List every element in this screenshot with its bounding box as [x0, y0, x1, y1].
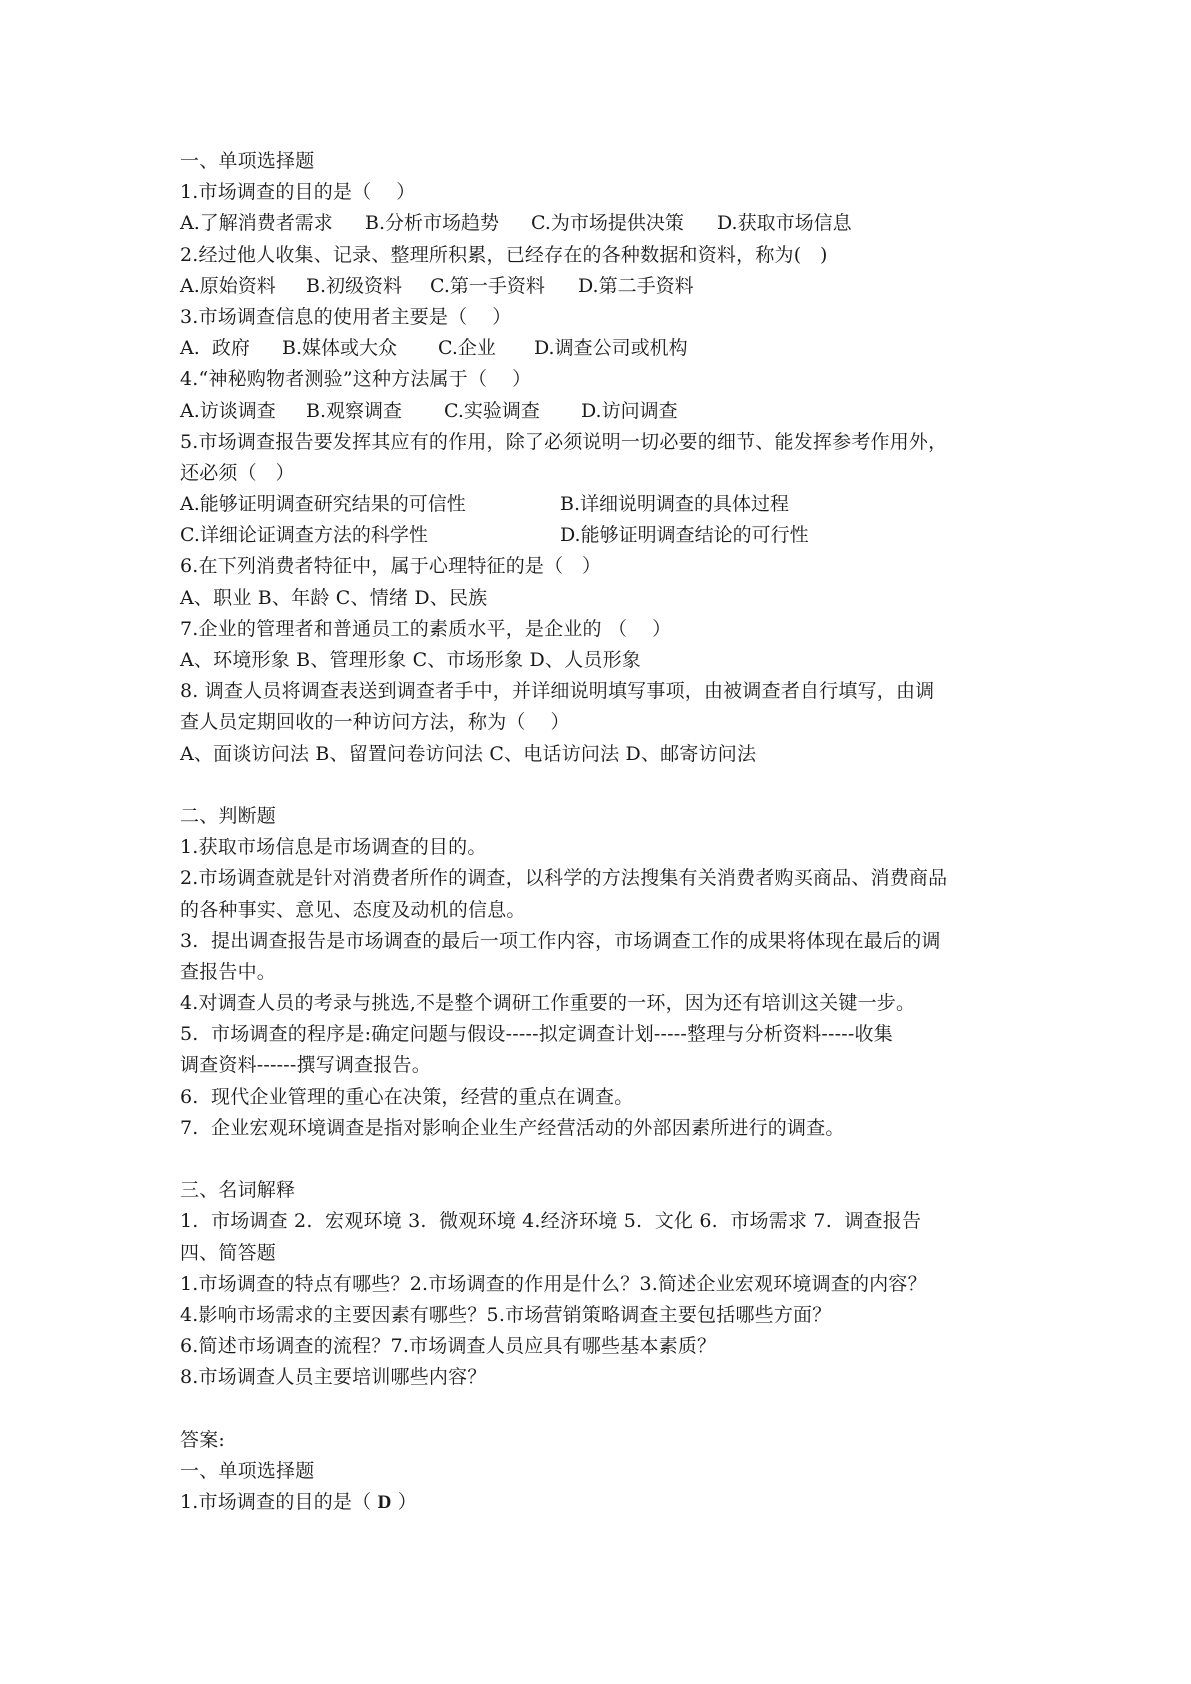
option: A.访谈调查	[180, 399, 276, 422]
tf-line: 的各种事实、意见、态度及动机的信息。	[180, 898, 526, 921]
answer-1	[180, 1487, 1020, 1518]
section-heading-single-choice: 一、单项选择题	[180, 150, 315, 172]
tf-line: 调查资料------撰写调查报告。	[180, 1054, 431, 1077]
short-answer-line: 6.简述市场调查的流程？7.市场调查人员应具有哪些基本素质？	[180, 1335, 717, 1358]
tf-line: 7. 企业宏观环境调查是指对影响企业生产经营活动的外部因素所进行的调查。	[180, 1116, 845, 1139]
option: A. 政府	[180, 337, 250, 360]
answer-1-suffix: ）	[391, 1491, 417, 1514]
question-8-line-2: 查人员定期回收的一种访问方法，称为（ ）	[180, 711, 570, 734]
option: D.能够证明调查结论的可行性	[560, 524, 809, 547]
answer-1-prefix: 1.市场调查的目的是（	[180, 1491, 378, 1514]
question-5-options-row-1	[180, 489, 1020, 520]
question-8-line-1: 8. 调查人员将调查表送到调查者手中，并详细说明填写事项，由被调查者自行填写，由调	[180, 680, 935, 703]
short-answer-line: 1.市场调查的特点有哪些？2.市场调查的作用是什么？3.简述企业宏观环境调查的内容？	[180, 1272, 927, 1295]
tf-line: 查报告中。	[180, 960, 277, 983]
question-8-options: A、面谈访问法 B、留置问卷访问法 C、电话访问法 D、邮寄访问法	[180, 742, 757, 765]
option: C.详细论证调查方法的科学性	[180, 524, 428, 547]
tf-line: 5. 市场调查的程序是:确定问题与假设-----拟定调查计划-----整理与分析资料-----收集	[180, 1023, 893, 1046]
short-answer-line: 8.市场调查人员主要培训哪些内容？	[180, 1366, 487, 1389]
section-gap	[180, 1394, 1020, 1425]
question-1: 1.市场调查的目的是（ ）	[180, 181, 416, 204]
question-4-options	[180, 396, 1020, 427]
question-6: 6.在下列消费者特征中，属于心理特征的是（ ）	[180, 555, 602, 578]
section-heading-true-false: 二、判断题	[180, 804, 277, 827]
option: B.分析市场趋势	[365, 212, 500, 235]
tf-line: 6. 现代企业管理的重心在决策，经营的重点在调查。	[180, 1085, 634, 1108]
question-7: 7.企业的管理者和普通员工的素质水平，是企业的 （ ）	[180, 617, 672, 640]
option: B.详细说明调查的具体过程	[560, 493, 790, 516]
section-gap	[180, 770, 1020, 801]
option: C.为市场提供决策	[531, 212, 684, 235]
question-7-options: A、环境形象 B、管理形象 C、市场形象 D、人员形象	[180, 649, 641, 671]
answers-heading: 答案:	[180, 1428, 226, 1451]
short-answer-line: 4.影响市场需求的主要因素有哪些？5.市场营销策略调查主要包括哪些方面？	[180, 1303, 832, 1326]
option: D.调查公司或机构	[534, 337, 688, 360]
option: D.第二手资料	[578, 274, 694, 297]
answers-section-heading: 一、单项选择题	[180, 1459, 315, 1482]
section-gap	[180, 1144, 1020, 1175]
option: A.了解消费者需求	[180, 212, 333, 235]
section-heading-short-answer: 四、简答题	[180, 1241, 277, 1264]
question-4: 4.“神秘购物者测验”这种方法属于（ ）	[180, 368, 532, 391]
tf-line: 1.获取市场信息是市场调查的目的。	[180, 836, 487, 859]
question-2-options	[180, 271, 1020, 302]
option: B.初级资料	[306, 274, 403, 297]
tf-line: 3. 提出调查报告是市场调查的最后一项工作内容，市场调查工作的成果将体现在最后的调	[180, 929, 941, 952]
option: C.第一手资料	[430, 274, 545, 297]
question-5-line-1: 5.市场调查报告要发挥其应有的作用，除了必须说明一切必要的细节、能发挥参考作用外，	[180, 430, 948, 453]
terms-line: 1. 市场调查 2. 宏观环境 3. 微观环境 4.经济环境 5. 文化 6. 市场需求 7. 调查报告	[180, 1210, 922, 1233]
tf-line: 4.对调查人员的考录与挑选,不是整个调研工作重要的一环，因为还有培训这关键一步。	[180, 992, 916, 1015]
option: B.观察调查	[306, 399, 403, 422]
option: D.获取市场信息	[717, 212, 852, 235]
question-1-options	[180, 208, 1020, 239]
option: A.原始资料	[180, 274, 276, 297]
question-3-options	[180, 333, 1020, 364]
document-page	[180, 146, 1020, 1518]
option: C.企业	[438, 337, 496, 360]
option: D.访问调查	[581, 399, 678, 422]
option: C.实验调查	[444, 399, 540, 422]
question-5-line-2: 还必须（ ）	[180, 461, 295, 484]
answer-1-value: D	[377, 1492, 392, 1514]
question-2: 2.经过他人收集、记录、整理所积累，已经存在的各种数据和资料，称为( )	[180, 243, 828, 266]
question-5-options-row-2	[180, 520, 1020, 551]
section-heading-terms: 三、名词解释	[180, 1179, 296, 1202]
tf-line: 2.市场调查就是针对消费者所作的调查，以科学的方法搜集有关消费者购买商品、消费商品	[180, 867, 948, 890]
question-6-options: A、职业 B、年龄 C、情绪 D、民族	[180, 586, 488, 609]
option: B.媒体或大众	[282, 337, 398, 360]
question-3: 3.市场调查信息的使用者主要是（ ）	[180, 305, 512, 328]
option: A.能够证明调查研究结果的可信性	[180, 493, 466, 516]
